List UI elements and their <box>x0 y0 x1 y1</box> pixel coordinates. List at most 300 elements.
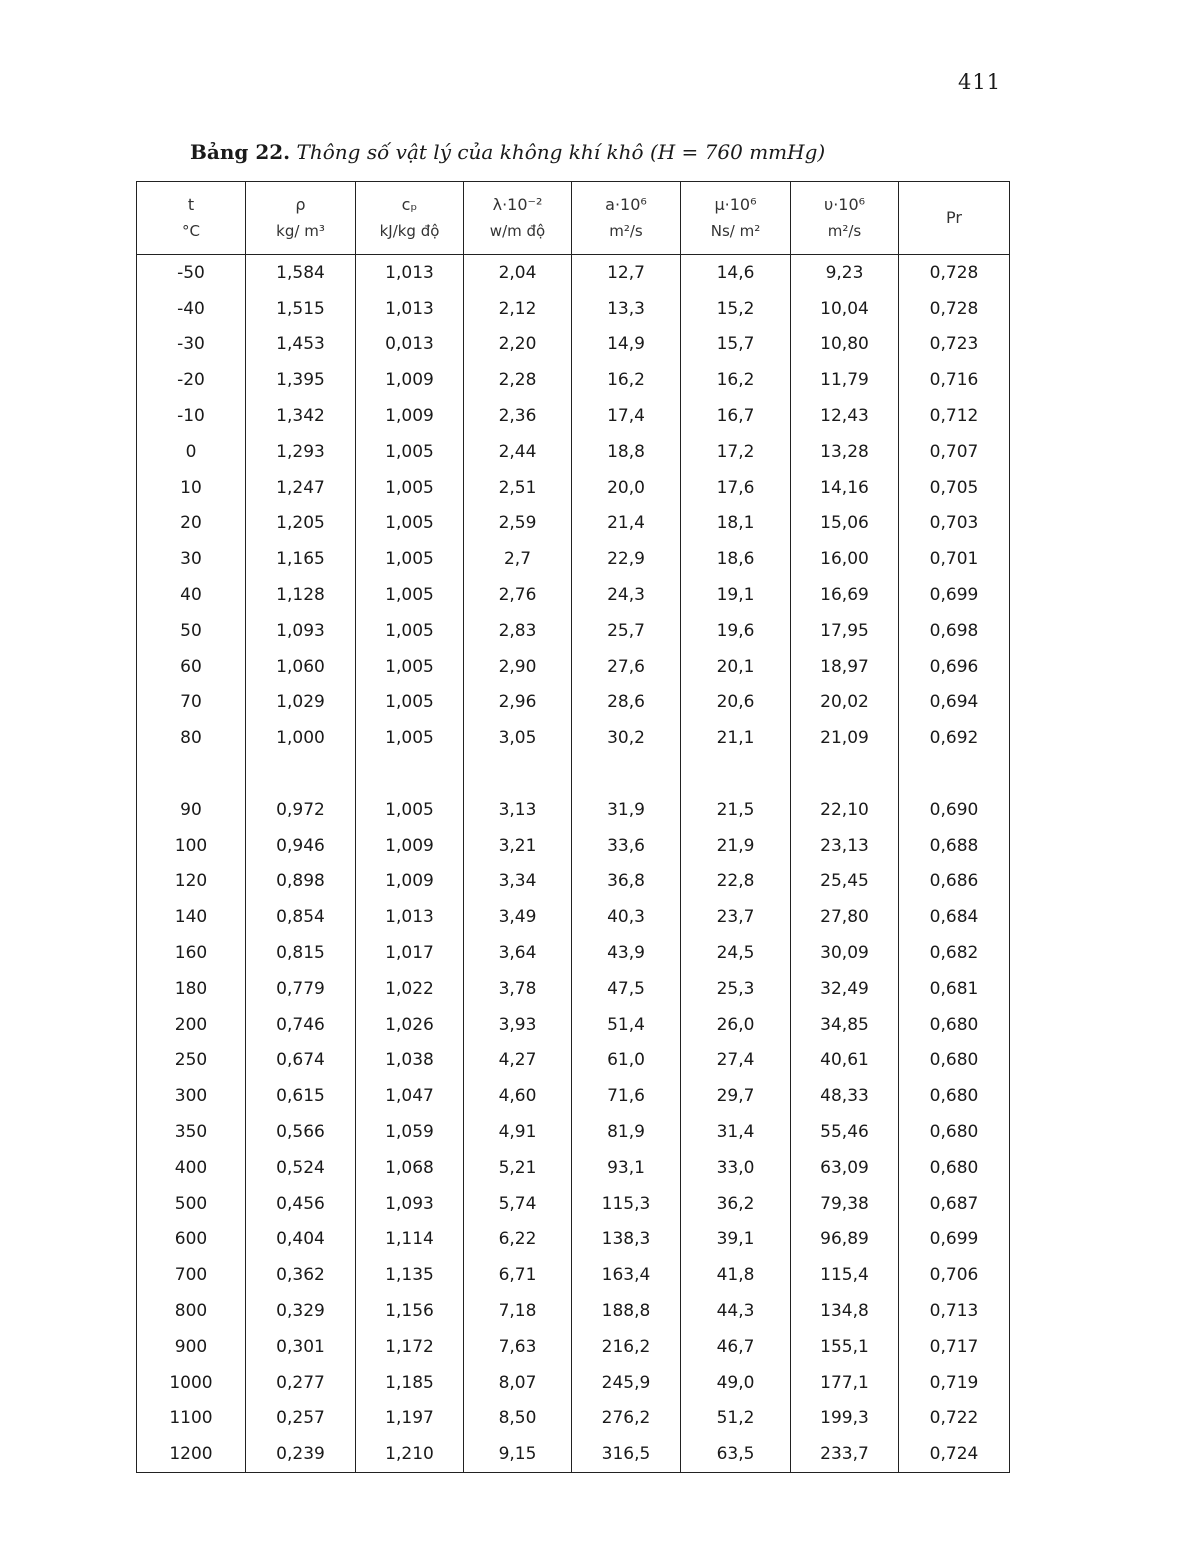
table-cell: 0,680 <box>899 1078 1010 1114</box>
header-unit: kJ/kg độ <box>379 222 440 240</box>
table-cell: 50 <box>137 613 246 649</box>
table-row <box>137 1114 1010 1150</box>
table-cell: 138,3 <box>572 1222 681 1258</box>
table-cell: 25,3 <box>681 971 791 1007</box>
table-cell: 0,682 <box>899 935 1010 971</box>
table-cell: 51,4 <box>572 1007 681 1043</box>
table-cell: 163,4 <box>572 1257 681 1293</box>
table-cell: 1,197 <box>356 1401 464 1437</box>
table-cell: 33,6 <box>572 828 681 864</box>
header-symbol: ρ <box>295 195 306 214</box>
table-cell: 2,04 <box>464 255 572 291</box>
spacer-cell <box>246 756 356 792</box>
table-cell: 0,716 <box>899 362 1010 398</box>
table-cell: 2,12 <box>464 291 572 327</box>
table-cell: 2,76 <box>464 577 572 613</box>
table-cell: 23,13 <box>791 828 899 864</box>
table-row <box>137 362 1010 398</box>
spacer-cell <box>899 756 1010 792</box>
table-cell: 1,135 <box>356 1257 464 1293</box>
table-row <box>137 720 1010 756</box>
table-cell: 27,6 <box>572 649 681 685</box>
table-cell: 18,1 <box>681 506 791 542</box>
table-cell: 100 <box>137 828 246 864</box>
table-row <box>137 1186 1010 1222</box>
table-cell: 2,28 <box>464 362 572 398</box>
header-unit: Ns/ m² <box>710 222 761 240</box>
header-symbol: cₚ <box>401 195 418 214</box>
table-cell: 63,5 <box>681 1436 791 1472</box>
table-cell: 79,38 <box>791 1186 899 1222</box>
table-cell: 1,022 <box>356 971 464 1007</box>
table-cell: 0,404 <box>246 1222 356 1258</box>
table-cell: 32,49 <box>791 971 899 1007</box>
table-cell: 18,8 <box>572 434 681 470</box>
table-cell: 10 <box>137 470 246 506</box>
table-cell: 4,60 <box>464 1078 572 1114</box>
table-cell: 41,8 <box>681 1257 791 1293</box>
table-cell: 0,277 <box>246 1365 356 1401</box>
table-cell: 0,615 <box>246 1078 356 1114</box>
table-cell: 1,128 <box>246 577 356 613</box>
table-cell: 3,78 <box>464 971 572 1007</box>
table-cell: 60 <box>137 649 246 685</box>
header-temperature <box>137 182 246 255</box>
table-cell: 0,779 <box>246 971 356 1007</box>
table-cell: 700 <box>137 1257 246 1293</box>
table-cell: 13,3 <box>572 291 681 327</box>
table-cell: 1,005 <box>356 720 464 756</box>
table-cell: 2,7 <box>464 541 572 577</box>
table-cell: 0,723 <box>899 327 1010 363</box>
table-cell: 36,8 <box>572 864 681 900</box>
table-cell: -20 <box>137 362 246 398</box>
table-cell: 17,6 <box>681 470 791 506</box>
table-cell: 1,584 <box>246 255 356 291</box>
table-cell: 33,0 <box>681 1150 791 1186</box>
table-cell: 81,9 <box>572 1114 681 1150</box>
table-cell: 3,21 <box>464 828 572 864</box>
table-cell: 300 <box>137 1078 246 1114</box>
table-row <box>137 864 1010 900</box>
table-cell: 800 <box>137 1293 246 1329</box>
spacer-cell <box>137 756 246 792</box>
table-cell: 1,342 <box>246 398 356 434</box>
table-cell: 1,005 <box>356 541 464 577</box>
header-unit: w/m độ <box>489 222 546 240</box>
table-cell: 20,02 <box>791 685 899 721</box>
table-cell: 0,698 <box>899 613 1010 649</box>
table-cell: 0,257 <box>246 1401 356 1437</box>
table-cell: 0,329 <box>246 1293 356 1329</box>
table-cell: 27,80 <box>791 899 899 935</box>
table-cell: 29,7 <box>681 1078 791 1114</box>
table-cell: 3,34 <box>464 864 572 900</box>
table-cell: 900 <box>137 1329 246 1365</box>
table-row <box>137 1150 1010 1186</box>
table-cell: 0,746 <box>246 1007 356 1043</box>
table-cell: 1,005 <box>356 577 464 613</box>
table-cell: 51,2 <box>681 1401 791 1437</box>
table-cell: 20,0 <box>572 470 681 506</box>
table-cell: 16,69 <box>791 577 899 613</box>
table-cell: 21,09 <box>791 720 899 756</box>
table-cell: 0,696 <box>899 649 1010 685</box>
table-cell: 0,013 <box>356 327 464 363</box>
table-cell: 1,093 <box>356 1186 464 1222</box>
header-symbol: μ·10⁶ <box>714 195 757 214</box>
table-cell: 0,719 <box>899 1365 1010 1401</box>
table-cell: 8,07 <box>464 1365 572 1401</box>
table-cell: 12,7 <box>572 255 681 291</box>
table-cell: 16,00 <box>791 541 899 577</box>
table-cell: 177,1 <box>791 1365 899 1401</box>
table-cell: 17,4 <box>572 398 681 434</box>
table-cell: 0,707 <box>899 434 1010 470</box>
table-cell: 10,04 <box>791 291 899 327</box>
table-cell: 1,026 <box>356 1007 464 1043</box>
table-cell: 1,156 <box>356 1293 464 1329</box>
table-cell: 28,6 <box>572 685 681 721</box>
table-cell: 1,205 <box>246 506 356 542</box>
header-symbol: a·10⁶ <box>605 195 647 214</box>
table-cell: 115,3 <box>572 1186 681 1222</box>
caption-label: Bảng 22. <box>190 140 291 164</box>
table-body <box>137 255 1010 1473</box>
table-cell: 1,005 <box>356 649 464 685</box>
table-cell: 0,681 <box>899 971 1010 1007</box>
header-dynamic-viscosity <box>681 182 791 255</box>
table-cell: 40,61 <box>791 1043 899 1079</box>
table-cell: 1,005 <box>356 792 464 828</box>
table-cell: 55,46 <box>791 1114 899 1150</box>
table-cell: 134,8 <box>791 1293 899 1329</box>
table-cell: 2,44 <box>464 434 572 470</box>
table-cell: 14,16 <box>791 470 899 506</box>
table-cell: 0,717 <box>899 1329 1010 1365</box>
table-cell: 19,6 <box>681 613 791 649</box>
table-cell: 0,674 <box>246 1043 356 1079</box>
table-cell: 4,91 <box>464 1114 572 1150</box>
table-cell: 22,9 <box>572 541 681 577</box>
table-cell: 1,009 <box>356 362 464 398</box>
table-cell: 1000 <box>137 1365 246 1401</box>
table-cell: 63,09 <box>791 1150 899 1186</box>
table-cell: 0,815 <box>246 935 356 971</box>
table-cell: 0,301 <box>246 1329 356 1365</box>
table-cell: 0,701 <box>899 541 1010 577</box>
table-cell: 19,1 <box>681 577 791 613</box>
table-cell: 6,22 <box>464 1222 572 1258</box>
table-cell: 1,395 <box>246 362 356 398</box>
header-unit: kg/ m³ <box>276 222 325 240</box>
table-cell: 4,27 <box>464 1043 572 1079</box>
table-cell: -40 <box>137 291 246 327</box>
table-cell: 1,515 <box>246 291 356 327</box>
table-cell: 14,9 <box>572 327 681 363</box>
table-cell: 0,946 <box>246 828 356 864</box>
table-cell: 1,013 <box>356 255 464 291</box>
table-cell: 90 <box>137 792 246 828</box>
table-cell: 200 <box>137 1007 246 1043</box>
table-cell: 3,13 <box>464 792 572 828</box>
table-cell: 0,705 <box>899 470 1010 506</box>
table-cell: 0,972 <box>246 792 356 828</box>
table-cell: 0,898 <box>246 864 356 900</box>
table-cell: 2,83 <box>464 613 572 649</box>
table-cell: 0,728 <box>899 291 1010 327</box>
table-cell: 49,0 <box>681 1365 791 1401</box>
spacer-cell <box>681 756 791 792</box>
table-cell: 40 <box>137 577 246 613</box>
table-cell: 7,18 <box>464 1293 572 1329</box>
table-cell: 1,060 <box>246 649 356 685</box>
table-cell: 15,2 <box>681 291 791 327</box>
table-cell: 1,453 <box>246 327 356 363</box>
table-cell: 2,90 <box>464 649 572 685</box>
table-cell: 20,1 <box>681 649 791 685</box>
table-cell: 9,23 <box>791 255 899 291</box>
table-cell: 0,680 <box>899 1114 1010 1150</box>
table-cell: 233,7 <box>791 1436 899 1472</box>
table-cell: 1,013 <box>356 291 464 327</box>
table-cell: 25,7 <box>572 613 681 649</box>
table-row <box>137 792 1010 828</box>
table-cell: 16,2 <box>681 362 791 398</box>
table-cell: 245,9 <box>572 1365 681 1401</box>
table-cell: 44,3 <box>681 1293 791 1329</box>
table-cell: 61,0 <box>572 1043 681 1079</box>
table-cell: 0,724 <box>899 1436 1010 1472</box>
table-cell: 3,49 <box>464 899 572 935</box>
table-row <box>137 935 1010 971</box>
table-cell: 1,247 <box>246 470 356 506</box>
table-cell: 30,09 <box>791 935 899 971</box>
table-cell: 1,017 <box>356 935 464 971</box>
table-cell: 0,728 <box>899 255 1010 291</box>
table-cell: 34,85 <box>791 1007 899 1043</box>
header-unit: m²/s <box>827 222 862 240</box>
header-unit: m²/s <box>609 222 643 240</box>
table-cell: 40,3 <box>572 899 681 935</box>
table-row <box>137 899 1010 935</box>
table-cell: 16,2 <box>572 362 681 398</box>
table-cell: 47,5 <box>572 971 681 1007</box>
table-cell: 17,2 <box>681 434 791 470</box>
spacer-row <box>137 756 1010 792</box>
table-cell: 160 <box>137 935 246 971</box>
header-unit: °C <box>182 222 200 240</box>
table-cell: 1,059 <box>356 1114 464 1150</box>
table-cell: 15,06 <box>791 506 899 542</box>
table-row <box>137 398 1010 434</box>
table-cell: 21,1 <box>681 720 791 756</box>
table-cell: 31,9 <box>572 792 681 828</box>
table-cell: 0,703 <box>899 506 1010 542</box>
table-cell: 22,8 <box>681 864 791 900</box>
table-cell: 96,89 <box>791 1222 899 1258</box>
table-cell: 1,093 <box>246 613 356 649</box>
table-cell: 0,687 <box>899 1186 1010 1222</box>
table-caption <box>190 140 825 164</box>
table-cell: 21,5 <box>681 792 791 828</box>
table-cell: 8,50 <box>464 1401 572 1437</box>
caption-title: Thông số vật lý của không khí khô (H = 760 mmHg) <box>296 140 826 164</box>
table-cell: 0,680 <box>899 1043 1010 1079</box>
table-cell: 2,20 <box>464 327 572 363</box>
table-row <box>137 506 1010 542</box>
table-cell: 13,28 <box>791 434 899 470</box>
table-cell: 24,3 <box>572 577 681 613</box>
table-cell: 18,97 <box>791 649 899 685</box>
table-cell: 500 <box>137 1186 246 1222</box>
table-cell: 0,680 <box>899 1007 1010 1043</box>
table-cell: 1,005 <box>356 470 464 506</box>
table-cell: 26,0 <box>681 1007 791 1043</box>
header-row <box>137 182 1010 255</box>
table-cell: 27,4 <box>681 1043 791 1079</box>
table-cell: 120 <box>137 864 246 900</box>
header-symbol: υ·10⁶ <box>823 195 866 214</box>
table-cell: 6,71 <box>464 1257 572 1293</box>
table-row <box>137 1436 1010 1472</box>
table-cell: 0,713 <box>899 1293 1010 1329</box>
table-cell: 23,7 <box>681 899 791 935</box>
table-cell: 1,165 <box>246 541 356 577</box>
table-cell: 25,45 <box>791 864 899 900</box>
table-cell: 600 <box>137 1222 246 1258</box>
header-kinematic-viscosity <box>791 182 899 255</box>
table-cell: 1,047 <box>356 1078 464 1114</box>
table-row <box>137 971 1010 1007</box>
table-cell: 0 <box>137 434 246 470</box>
table-cell: 199,3 <box>791 1401 899 1437</box>
table-cell: 17,95 <box>791 613 899 649</box>
table-cell: 350 <box>137 1114 246 1150</box>
table-cell: 276,2 <box>572 1401 681 1437</box>
table-cell: 80 <box>137 720 246 756</box>
table-cell: 12,43 <box>791 398 899 434</box>
table-row <box>137 434 1010 470</box>
table-cell: 10,80 <box>791 327 899 363</box>
table-cell: 20,6 <box>681 685 791 721</box>
table-cell: 0,699 <box>899 577 1010 613</box>
table-cell: 15,7 <box>681 327 791 363</box>
table-cell: 3,64 <box>464 935 572 971</box>
table-cell: 1,009 <box>356 828 464 864</box>
table-cell: 155,1 <box>791 1329 899 1365</box>
table-cell: -30 <box>137 327 246 363</box>
header-prandtl <box>899 182 1010 255</box>
table-cell: 0,239 <box>246 1436 356 1472</box>
table-cell: 11,79 <box>791 362 899 398</box>
table-row <box>137 1043 1010 1079</box>
table-row <box>137 291 1010 327</box>
header-symbol: λ·10⁻² <box>492 195 543 214</box>
table-cell: 14,6 <box>681 255 791 291</box>
table-cell: 3,05 <box>464 720 572 756</box>
table-cell: 1,005 <box>356 434 464 470</box>
table-row <box>137 1365 1010 1401</box>
table-cell: 1,038 <box>356 1043 464 1079</box>
table-cell: 188,8 <box>572 1293 681 1329</box>
table-cell: 0,686 <box>899 864 1010 900</box>
table-cell: 216,2 <box>572 1329 681 1365</box>
table-row <box>137 1293 1010 1329</box>
table-cell: 20 <box>137 506 246 542</box>
header-conductivity <box>464 182 572 255</box>
table-row <box>137 828 1010 864</box>
table-cell: 30,2 <box>572 720 681 756</box>
table-row <box>137 327 1010 363</box>
table-cell: 0,524 <box>246 1150 356 1186</box>
table-row <box>137 1078 1010 1114</box>
table-cell: 24,5 <box>681 935 791 971</box>
table-cell: 1,210 <box>356 1436 464 1472</box>
table-cell: 18,6 <box>681 541 791 577</box>
table-cell: 1,185 <box>356 1365 464 1401</box>
table-cell: 16,7 <box>681 398 791 434</box>
table-cell: 0,692 <box>899 720 1010 756</box>
table-cell: 0,688 <box>899 828 1010 864</box>
table-cell: 2,36 <box>464 398 572 434</box>
table-cell: 7,63 <box>464 1329 572 1365</box>
table-cell: 1,013 <box>356 899 464 935</box>
table-cell: 400 <box>137 1150 246 1186</box>
table-row <box>137 255 1010 291</box>
table-cell: 1,005 <box>356 613 464 649</box>
table-row <box>137 1329 1010 1365</box>
table-cell: 316,5 <box>572 1436 681 1472</box>
table-cell: 140 <box>137 899 246 935</box>
table-cell: 0,566 <box>246 1114 356 1150</box>
page-number: 411 <box>958 70 1002 94</box>
header-symbol: t <box>187 195 195 214</box>
table-cell: 39,1 <box>681 1222 791 1258</box>
table-cell: 22,10 <box>791 792 899 828</box>
air-properties-table <box>136 181 1010 1473</box>
table-row <box>137 541 1010 577</box>
table-cell: 1,009 <box>356 398 464 434</box>
table-cell: 0,699 <box>899 1222 1010 1258</box>
table-row <box>137 1401 1010 1437</box>
table-cell: 1,005 <box>356 685 464 721</box>
table-cell: 9,15 <box>464 1436 572 1472</box>
table-cell: 1,068 <box>356 1150 464 1186</box>
table-row <box>137 1007 1010 1043</box>
spacer-cell <box>356 756 464 792</box>
table-cell: 21,4 <box>572 506 681 542</box>
table-cell: 115,4 <box>791 1257 899 1293</box>
header-diffusivity <box>572 182 681 255</box>
table-cell: 71,6 <box>572 1078 681 1114</box>
table-cell: 1,029 <box>246 685 356 721</box>
table-cell: -10 <box>137 398 246 434</box>
table-cell: 0,690 <box>899 792 1010 828</box>
table-cell: 0,684 <box>899 899 1010 935</box>
table-cell: 5,21 <box>464 1150 572 1186</box>
table-cell: 2,96 <box>464 685 572 721</box>
table-cell: 2,59 <box>464 506 572 542</box>
table-cell: 0,706 <box>899 1257 1010 1293</box>
table-cell: 1,005 <box>356 506 464 542</box>
table-cell: 0,722 <box>899 1401 1010 1437</box>
table-cell: 0,456 <box>246 1186 356 1222</box>
table-cell: 46,7 <box>681 1329 791 1365</box>
table-cell: 30 <box>137 541 246 577</box>
table-row <box>137 613 1010 649</box>
table-row <box>137 470 1010 506</box>
